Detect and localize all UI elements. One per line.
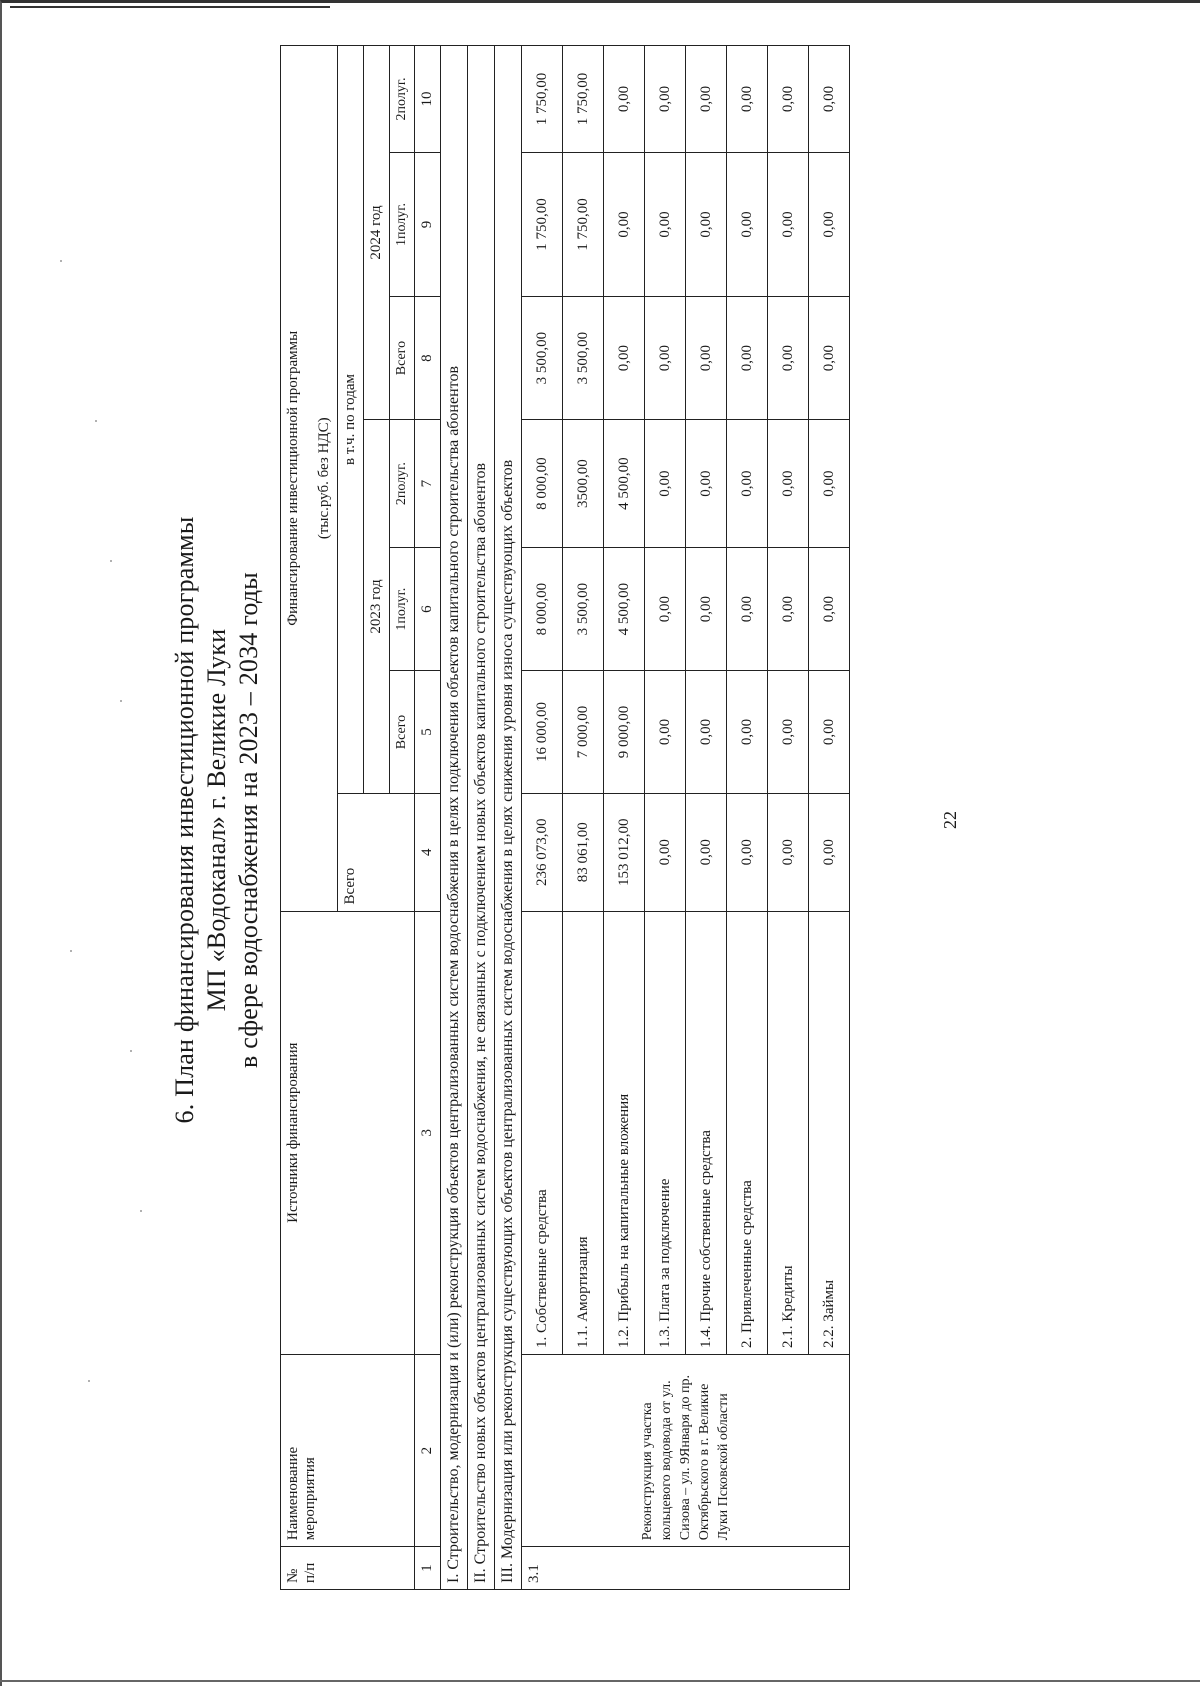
rotated-document: [150, 40, 1030, 1600]
title-line-3: в сфере водоснабжения на 2023 – 2034 годы: [234, 572, 263, 1068]
value-cell: 3 500,00: [563, 548, 604, 671]
item-event-name: Реконструкция участка кольцевого водовода от ул. Сизова – ул. 9Января до пр. Октябрьского в г. Великие Луки Псковской области: [522, 1354, 850, 1546]
value-cell: 0,00: [604, 152, 645, 296]
value-cell: 0,00: [686, 548, 727, 671]
scan-edge-line: [10, 6, 330, 8]
header-financing: [281, 46, 338, 912]
header-year-2023: 2023 год: [364, 420, 390, 794]
value-cell: 7 000,00: [563, 671, 604, 794]
header-event: Наименование мероприятия: [281, 1354, 415, 1546]
section-heading: I. Строительство, модернизация и (или) реконструкция объектов централизованных систем водоснабжения в целях подключения объектов капитального строительства абонентов: [441, 46, 468, 1590]
value-cell: 0,00: [645, 46, 686, 153]
value-cell: 1 750,00: [563, 46, 604, 153]
section-row-3: [495, 46, 522, 1590]
value-cell: 0,00: [727, 420, 768, 548]
value-cell: 16 000,00: [522, 671, 563, 794]
source-name: 1. Собственные средства: [522, 911, 563, 1354]
value-cell: 0,00: [768, 793, 809, 911]
section-heading: II. Строительство новых объектов централизованных систем водоснабжения, не связанных с подключением новых объектов капитального строительства абонентов: [468, 46, 495, 1590]
value-cell: 3500,00: [563, 420, 604, 548]
value-cell: 0,00: [727, 548, 768, 671]
value-cell: 153 012,00: [604, 793, 645, 911]
value-cell: 0,00: [809, 548, 850, 671]
scan-bottom-edge: [0, 1680, 1200, 1682]
section-heading: III. Модернизация или реконструкция существующих объектов централизованных систем водоснабжения в целях снижения уровня износа существующих объектов: [495, 46, 522, 1590]
header-year-2024: 2024 год: [364, 46, 390, 420]
value-cell: 0,00: [645, 420, 686, 548]
title-line-2: МП «Водоканал» г. Великие Луки: [202, 628, 231, 1012]
col-number: 10: [415, 46, 441, 153]
value-cell: 0,00: [727, 297, 768, 420]
value-cell: 4 500,00: [604, 420, 645, 548]
value-cell: 4 500,00: [604, 548, 645, 671]
col-number: 3: [415, 911, 441, 1354]
value-cell: 0,00: [809, 46, 850, 153]
col-number: 1: [415, 1547, 441, 1590]
source-name: 1.1. Амортизация: [563, 911, 604, 1354]
value-cell: 0,00: [686, 420, 727, 548]
header-num: № п/п: [281, 1547, 415, 1590]
source-name: 2. Привлеченные средства: [727, 911, 768, 1354]
source-name: 2.1. Кредиты: [768, 911, 809, 1354]
value-cell: 0,00: [645, 297, 686, 420]
source-name: 1.2. Прибыль на капитальные вложения: [604, 911, 645, 1354]
financing-plan-table: [280, 45, 850, 1590]
value-cell: 1 750,00: [563, 152, 604, 296]
value-cell: 0,00: [604, 297, 645, 420]
title-line-1: 6. План финансирования инвестиционной программы: [170, 516, 199, 1124]
header-total: Всего: [338, 793, 415, 911]
value-cell: 0,00: [645, 793, 686, 911]
col-number: 2: [415, 1354, 441, 1546]
source-name: 2.2. Займы: [809, 911, 850, 1354]
header-2024-half2: 2полуг.: [390, 46, 415, 153]
value-cell: 1 750,00: [522, 46, 563, 153]
header-sources: Источники финансирования: [281, 911, 415, 1354]
value-cell: 0,00: [686, 297, 727, 420]
value-cell: 0,00: [809, 671, 850, 794]
col-number: 8: [415, 297, 441, 420]
page-number: 22: [940, 811, 960, 829]
value-cell: 8 000,00: [522, 420, 563, 548]
value-cell: 3 500,00: [563, 297, 604, 420]
value-cell: 9 000,00: [604, 671, 645, 794]
value-cell: 0,00: [768, 297, 809, 420]
value-cell: 0,00: [645, 548, 686, 671]
value-cell: 1 750,00: [522, 152, 563, 296]
value-cell: 0,00: [768, 46, 809, 153]
source-name: 1.3. Плата за подключение: [645, 911, 686, 1354]
value-cell: 0,00: [645, 152, 686, 296]
value-cell: 0,00: [809, 793, 850, 911]
header-2024-half1: 1полуг.: [390, 152, 415, 296]
section-row-1: [441, 46, 468, 1590]
value-cell: 0,00: [686, 671, 727, 794]
value-cell: 0,00: [686, 152, 727, 296]
value-cell: 8 000,00: [522, 548, 563, 671]
header-2023-half2: 2полуг.: [390, 420, 415, 548]
value-cell: 0,00: [809, 420, 850, 548]
value-cell: 236 073,00: [522, 793, 563, 911]
header-2024-total: Всего: [390, 297, 415, 420]
value-cell: 83 061,00: [563, 793, 604, 911]
col-number: 7: [415, 420, 441, 548]
value-cell: 0,00: [686, 46, 727, 153]
col-number: 9: [415, 152, 441, 296]
value-cell: 0,00: [768, 152, 809, 296]
value-cell: 0,00: [727, 46, 768, 153]
col-number: 6: [415, 548, 441, 671]
header-by-years: в т.ч. по годам: [338, 46, 364, 794]
value-cell: 0,00: [809, 152, 850, 296]
header-units: (тыс.руб. без НДС): [316, 417, 332, 540]
value-cell: 0,00: [686, 793, 727, 911]
value-cell: 0,00: [727, 793, 768, 911]
value-cell: 0,00: [768, 420, 809, 548]
header-2023-half1: 1полуг.: [390, 548, 415, 671]
value-cell: 0,00: [809, 297, 850, 420]
source-name: 1.4. Прочие собственные средства: [686, 911, 727, 1354]
header-row-1: [281, 46, 338, 1590]
value-cell: 3 500,00: [522, 297, 563, 420]
header-financing-title: Финансирование инвестиционной программы: [285, 330, 301, 626]
value-cell: 0,00: [604, 46, 645, 153]
col-number: 4: [415, 793, 441, 911]
value-cell: 0,00: [727, 152, 768, 296]
value-cell: 0,00: [768, 548, 809, 671]
value-cell: 0,00: [727, 671, 768, 794]
header-2023-total: Всего: [390, 671, 415, 794]
col-number: 5: [415, 671, 441, 794]
value-cell: 0,00: [645, 671, 686, 794]
section-row-2: [468, 46, 495, 1590]
table-row: [522, 46, 563, 1590]
item-number: 3.1: [522, 1547, 850, 1590]
column-numbers-row: [415, 46, 441, 1590]
value-cell: 0,00: [768, 671, 809, 794]
